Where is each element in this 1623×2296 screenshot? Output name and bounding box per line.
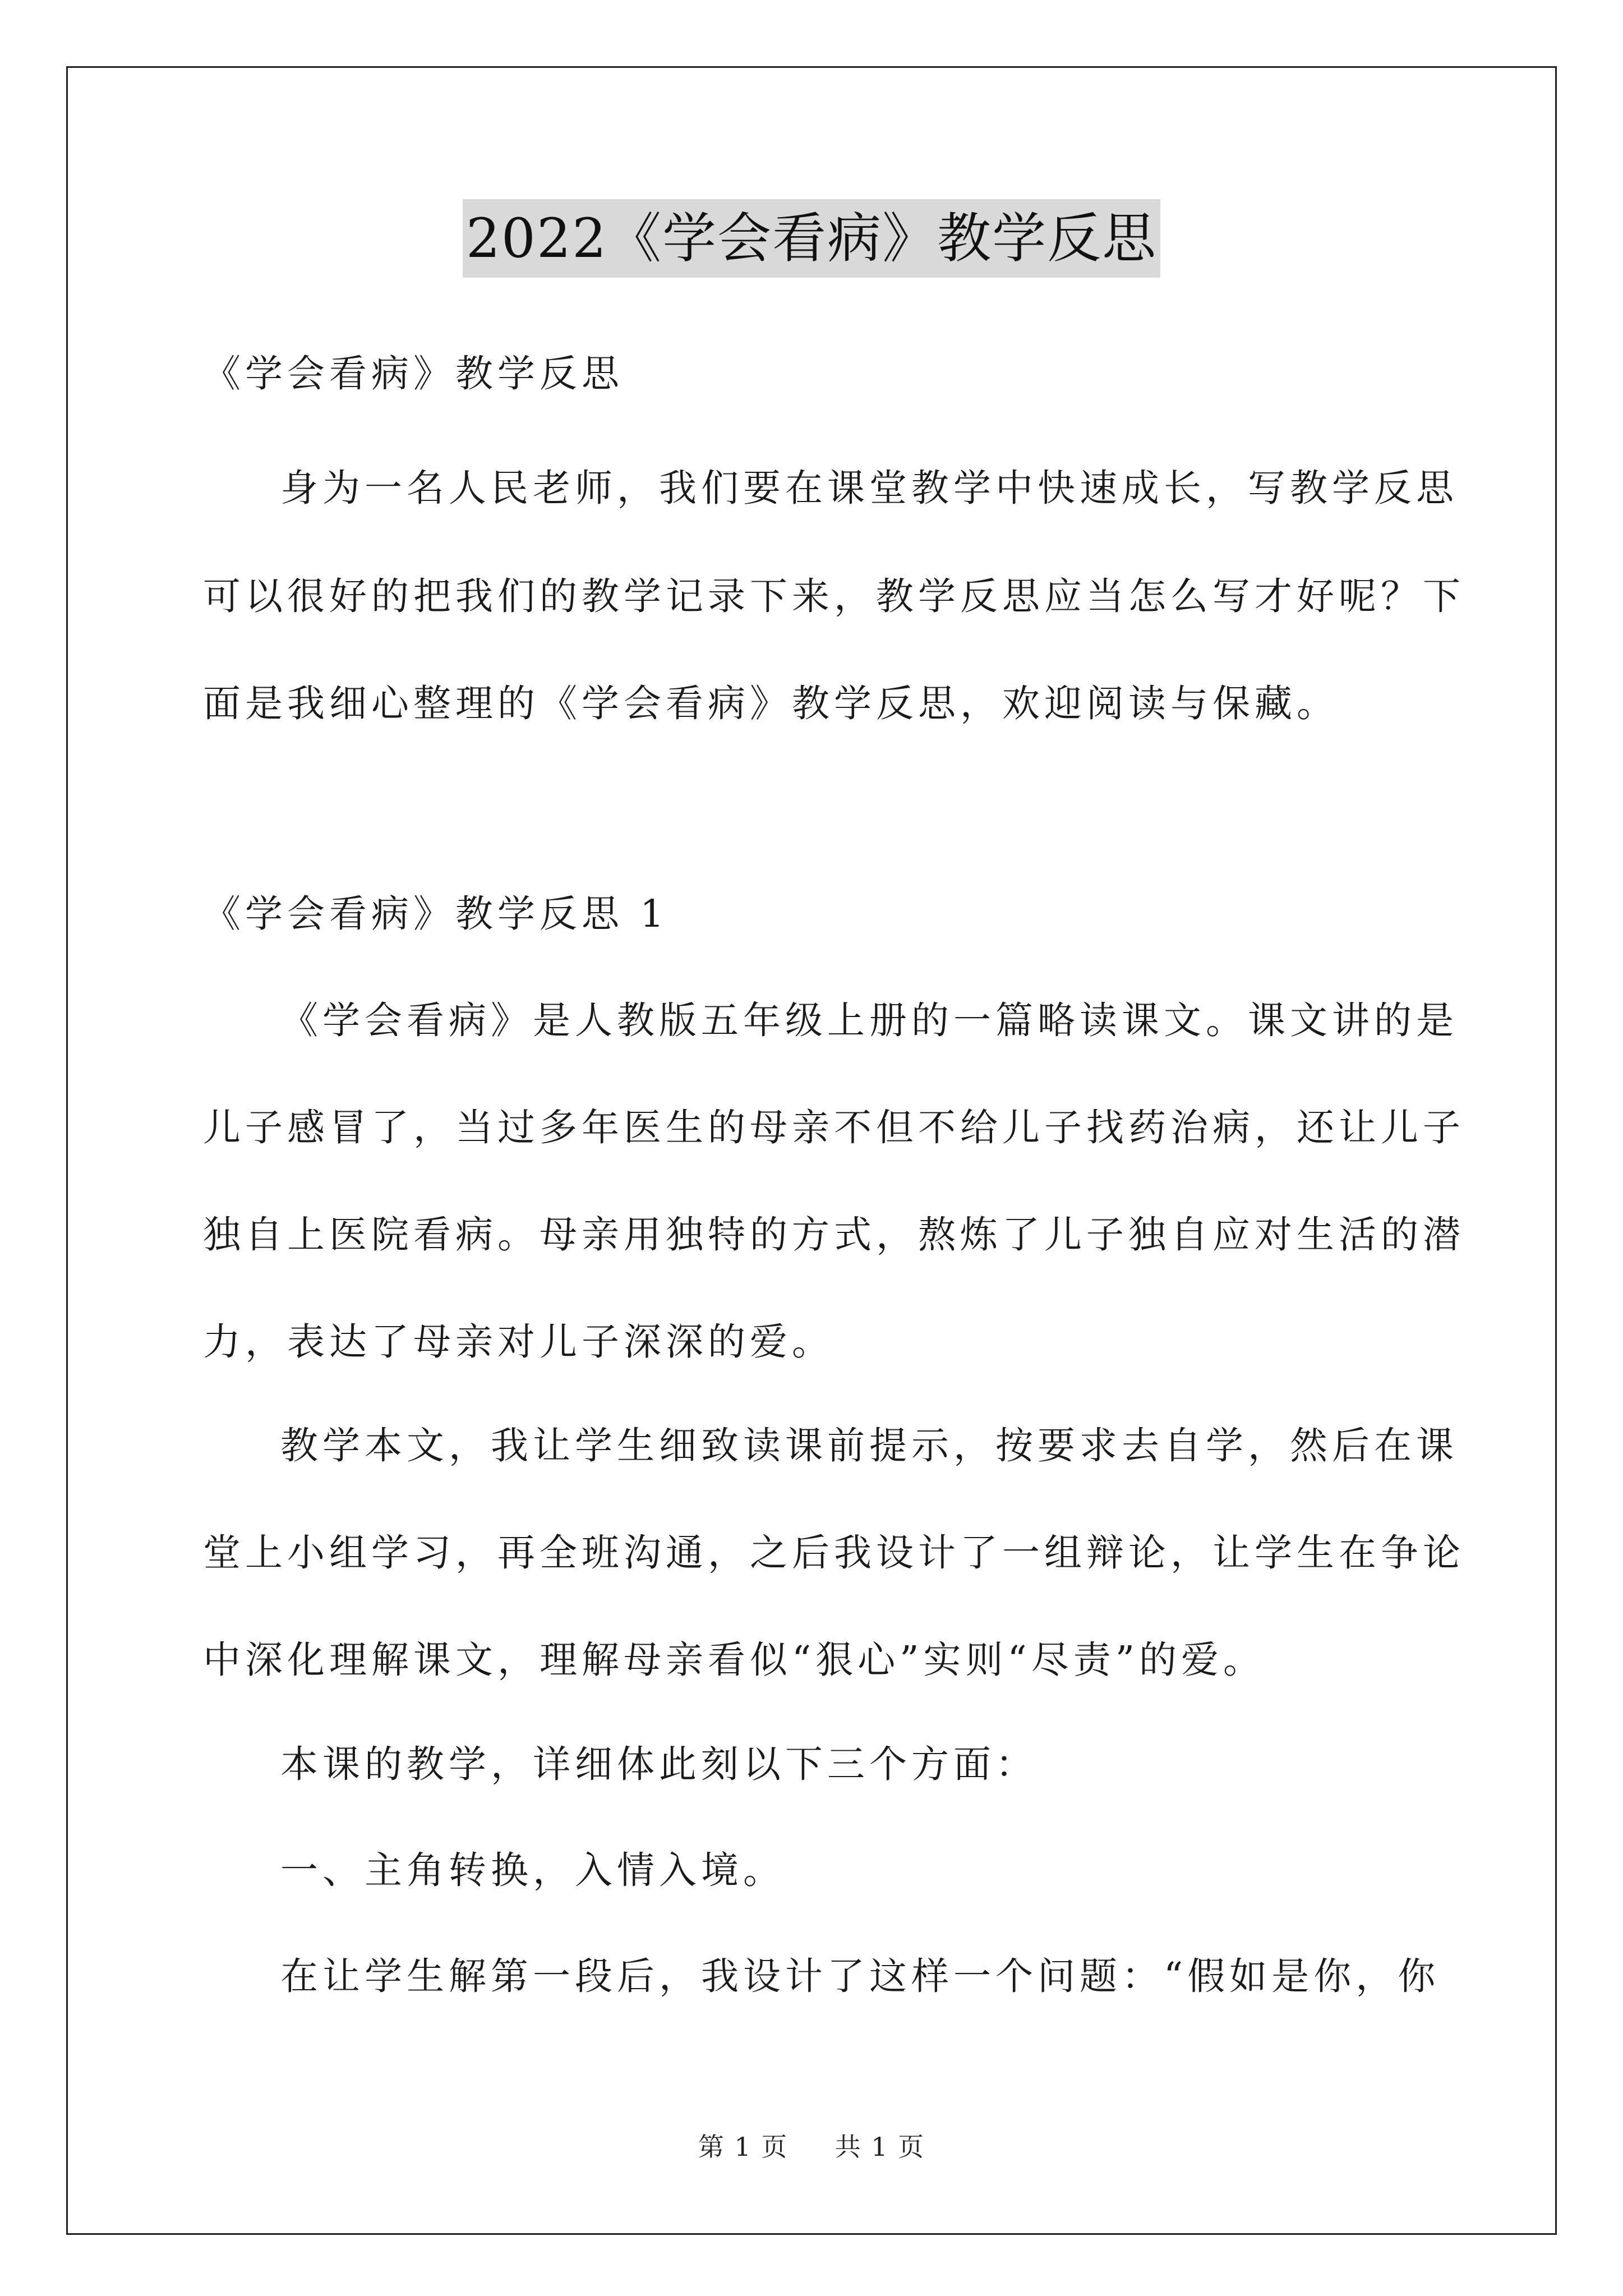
body-line-3: 独自上医院看病。母亲用独特的方式，熬炼了儿子独自应对生活的潜: [203, 1213, 1465, 1257]
body-line-8: 本课的教学，详细体此刻以下三个方面：: [280, 1742, 1038, 1786]
subsection-heading: 《学会看病》教学反思 1: [203, 892, 668, 936]
section-heading: 《学会看病》教学反思: [203, 352, 624, 395]
title-container: [0, 199, 1623, 278]
body-line-4: 力，表达了母亲对儿子深深的爱。: [203, 1320, 834, 1364]
body-line-2: 儿子感冒了，当过多年医生的母亲不但不给儿子找药治病，还让儿子: [203, 1106, 1465, 1149]
body-line-7: 中深化理解课文，理解母亲看似“狠心”实则“尽责”的爱。: [203, 1638, 1266, 1682]
page-total: 共 1 页: [834, 2132, 925, 2162]
body-line-1: 《学会看病》是人教版五年级上册的一篇略读课文。课文讲的是: [280, 999, 1458, 1042]
body-line-5: 教学本文，我让学生细致读课前提示，按要求去自学，然后在课: [280, 1424, 1458, 1467]
intro-line-1: 身为一名人民老师，我们要在课堂教学中快速成长，写教学反思: [280, 466, 1458, 510]
intro-line-2: 可以很好的把我们的教学记录下来，教学反思应当怎么写才好呢？下: [203, 574, 1465, 618]
page-number: 第 1 页: [698, 2132, 789, 2162]
body-line-10: 在让学生解第一段后，我设计了这样一个问题：“假如是你，你: [280, 1954, 1440, 1998]
body-line-9: 一、主角转换，入情入境。: [280, 1848, 785, 1892]
page-footer: [0, 2130, 1623, 2164]
body-line-6: 堂上小组学习，再全班沟通，之后我设计了一组辩论，让学生在争论: [203, 1531, 1465, 1575]
document-title: 2022《学会看病》教学反思: [463, 199, 1160, 278]
intro-line-3: 面是我细心整理的《学会看病》教学反思，欢迎阅读与保藏。: [203, 682, 1339, 725]
